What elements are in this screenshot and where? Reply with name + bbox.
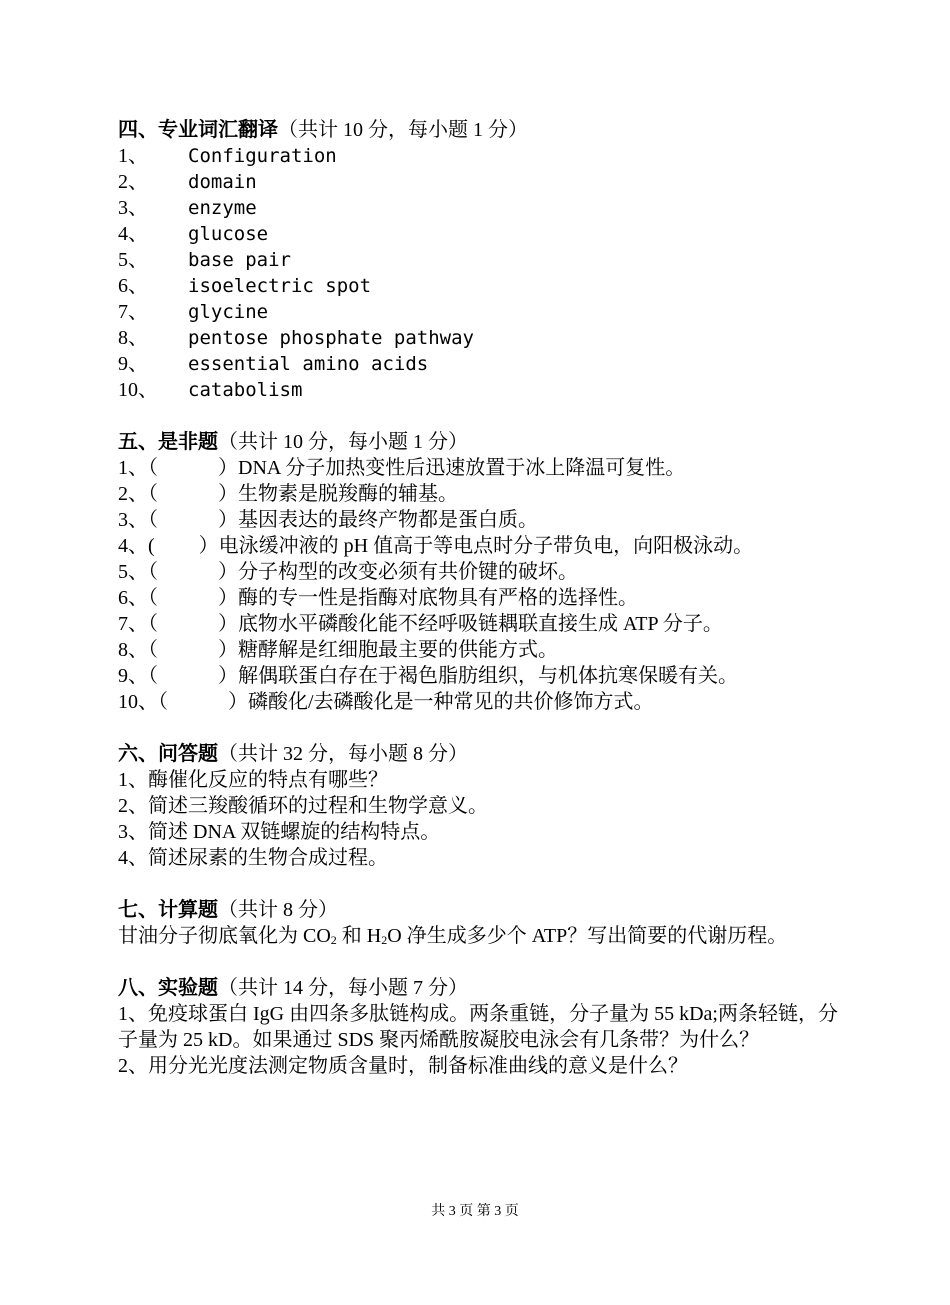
section-4-title: 四、专业词汇翻译 [118, 119, 278, 141]
item-number: 4、 [118, 223, 148, 245]
item-bracket-close: ） [218, 613, 238, 635]
item-text: DNA 分子加热变性后迅速放置于冰上降温可复性。 [238, 457, 686, 479]
section-5-note: （共计 10 分，每小题 1 分） [218, 431, 468, 453]
section-8-title: 八、实验题 [118, 977, 218, 999]
list-item [118, 273, 838, 299]
section-8-note: （共计 14 分，每小题 7 分） [218, 977, 468, 999]
item-text: glycine [188, 301, 269, 323]
question-item: 2、简述三羧酸循环的过程和生物学意义。 [118, 795, 488, 817]
list-item [118, 611, 838, 637]
list-item [118, 689, 838, 715]
item-bracket-close: ） [218, 665, 238, 687]
exam-page [118, 117, 838, 1079]
item-number: 10、（ [118, 691, 168, 713]
item-number: 2、（ [118, 483, 158, 505]
item-number: 5、（ [118, 561, 158, 583]
question-item: 3、简述 DNA 双链螺旋的结构特点。 [118, 821, 441, 843]
list-item [118, 325, 838, 351]
item-text: 电泳缓冲液的 pH 值高于等电点时分子带负电，向阳极泳动。 [218, 535, 754, 557]
item-number: 9、 [118, 353, 148, 375]
item-number: 3、 [118, 197, 148, 219]
item-text: 磷酸化/去磷酸化是一种常见的共价修饰方式。 [248, 691, 654, 713]
item-number: 6、 [118, 275, 148, 297]
list-item [118, 507, 838, 533]
true-false-list [118, 455, 838, 715]
item-text: isoelectric spot [188, 275, 372, 297]
page-footer: 共 3 页 第 3 页 [431, 1204, 519, 1219]
item-bracket-close: ） [218, 483, 238, 505]
item-number: 9、（ [118, 665, 158, 687]
item-number: 5、 [118, 249, 148, 271]
item-text: 解偶联蛋白存在于褐色脂肪组织，与机体抗寒保暖有关。 [238, 665, 738, 687]
item-bracket-close: ） [218, 561, 238, 583]
item-text: catabolism [188, 379, 303, 401]
experiment-question: 2、用分光光度法测定物质含量时，制备标准曲线的意义是什么？ [118, 1055, 688, 1077]
item-text: 糖酵解是红细胞最主要的供能方式。 [238, 639, 558, 661]
item-number: 3、（ [118, 509, 158, 531]
list-item [118, 585, 838, 611]
list-item [118, 169, 838, 195]
item-number: 10、 [118, 379, 158, 401]
list-item [118, 351, 838, 377]
item-text: base pair [188, 249, 291, 271]
item-bracket-close: ） [218, 587, 238, 609]
item-bracket-close: ） [228, 691, 248, 713]
item-bracket-close: ） [218, 509, 238, 531]
list-item [118, 143, 838, 169]
question-item: 1、酶催化反应的特点有哪些？ [118, 769, 388, 791]
item-text: essential amino acids [188, 353, 429, 375]
item-number: 2、 [118, 171, 148, 193]
item-text: 生物素是脱羧酶的辅基。 [238, 483, 458, 505]
calculation-question: 甘油分子彻底氧化为 $CO_2$ 和 $H_2O$ 净生成多少个 ATP？写出简要的代谢历程。 [118, 925, 788, 947]
item-number: 1、 [118, 145, 148, 167]
item-number: 7、 [118, 301, 148, 323]
item-bracket-close: ） [218, 639, 238, 661]
item-text: 酶的专一性是指酶对底物具有严格的选择性。 [238, 587, 638, 609]
question-item: 4、简述尿素的生物合成过程。 [118, 847, 388, 869]
list-item [118, 455, 838, 481]
section-6-title: 六、问答题 [118, 743, 218, 765]
list-item [118, 533, 838, 559]
section-7-title: 七、计算题 [118, 899, 218, 921]
vocab-list [118, 143, 838, 403]
list-item [118, 637, 838, 663]
list-item [118, 377, 838, 403]
item-number: 6、（ [118, 587, 158, 609]
section-4-heading [118, 117, 838, 143]
item-text: glucose [188, 223, 269, 245]
item-number: 8、 [118, 327, 148, 349]
section-5-title: 五、是非题 [118, 431, 218, 453]
list-item [118, 299, 838, 325]
item-text: 基因表达的最终产物都是蛋白质。 [238, 509, 538, 531]
item-text: enzyme [188, 197, 257, 219]
section-7-heading [118, 897, 838, 923]
list-item [118, 481, 838, 507]
section-6-note: （共计 32 分，每小题 8 分） [218, 743, 468, 765]
section-8-heading [118, 975, 838, 1001]
experiment-question: 1、免疫球蛋白 IgG 由四条多肽链构成。两条重链，分子量为 55 kDa;两条轻链，分子量为 25 kD。如果通过 SDS 聚丙烯酰胺凝胶电泳会有几条带？为什么？ [118, 1003, 838, 1051]
section-7-note: （共计 8 分） [218, 899, 338, 921]
item-number: 4、( [118, 535, 155, 557]
list-item [118, 195, 838, 221]
item-text: 底物水平磷酸化能不经呼吸链耦联直接生成 ATP 分子。 [238, 613, 723, 635]
list-item [118, 663, 838, 689]
item-bracket-close: ） [198, 535, 219, 557]
list-item [118, 559, 838, 585]
item-text: 分子构型的改变必须有共价键的破坏。 [238, 561, 578, 583]
item-text: Configuration [188, 145, 337, 167]
item-number: 1、（ [118, 457, 158, 479]
item-text: pentose phosphate pathway [188, 327, 474, 349]
item-number: 8、（ [118, 639, 158, 661]
list-item [118, 221, 838, 247]
item-number: 7、（ [118, 613, 158, 635]
section-5-heading [118, 429, 838, 455]
list-item [118, 247, 838, 273]
section-4-note: （共计 10 分，每小题 1 分） [278, 119, 528, 141]
item-bracket-close: ） [218, 457, 238, 479]
item-text: domain [188, 171, 257, 193]
section-6-heading [118, 741, 838, 767]
